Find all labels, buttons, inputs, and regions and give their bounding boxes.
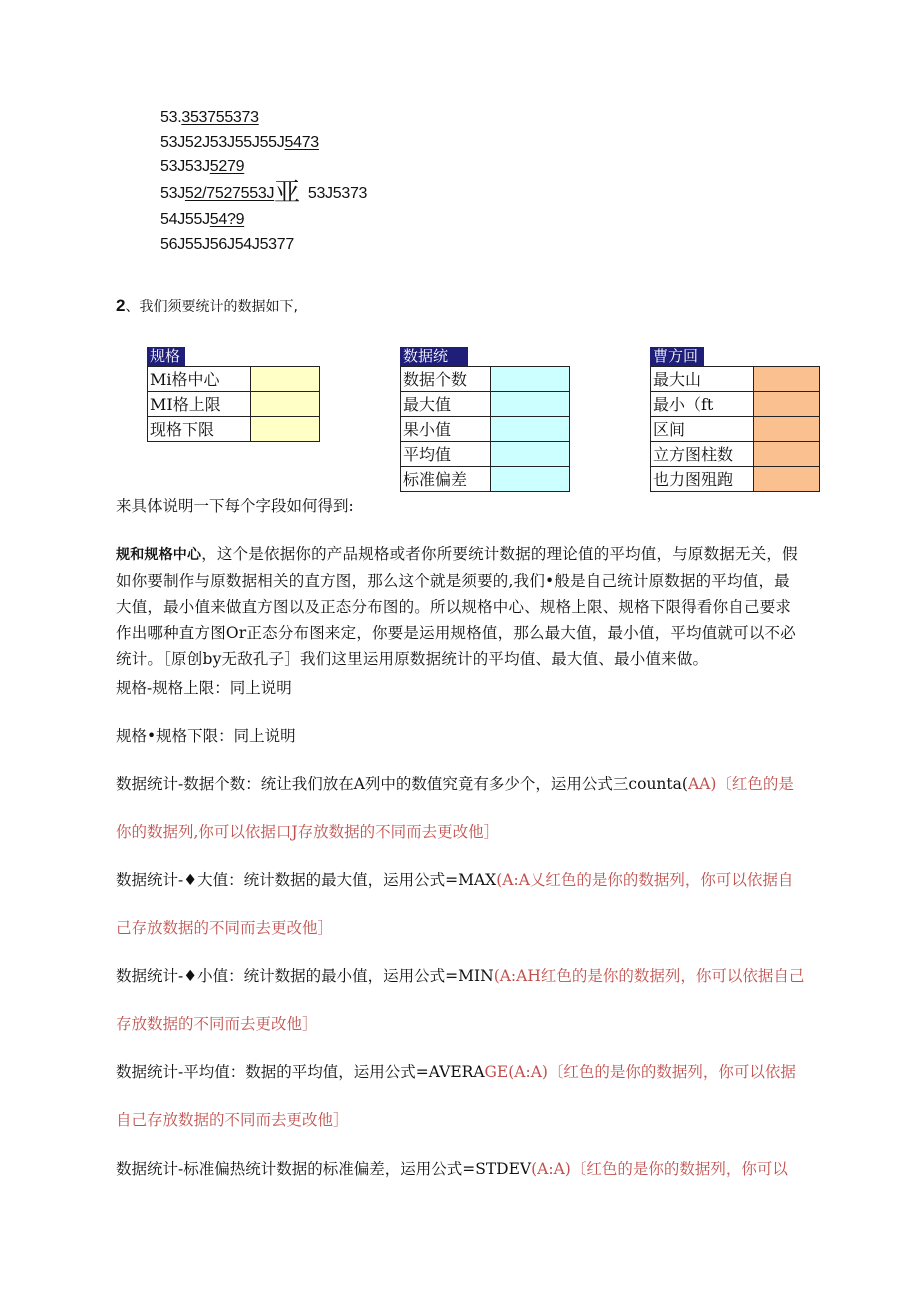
value-cell[interactable] xyxy=(754,392,820,416)
large-glyph: 亚 xyxy=(274,178,300,208)
value-cell[interactable] xyxy=(754,417,820,441)
table-row xyxy=(651,392,820,417)
average-item xyxy=(116,1060,796,1082)
value-cell[interactable] xyxy=(491,392,570,416)
paragraph-line: 统计。［原创by无敌孔子］我们这里运用原数据统计的平均值、最大值、最小值来做。 xyxy=(116,650,709,668)
section-title: 、我们须要统计的数据如下, xyxy=(125,299,298,315)
number-underlined: 5279 xyxy=(209,158,245,175)
paragraph-line: 如你要制作与原数据相关的直方图，那么这个就是须要的,我们•般是自己统计原数据的平均值，最 xyxy=(116,572,790,590)
paragraph-bold-lead: 规和规格中心 xyxy=(116,547,202,563)
value-cell[interactable] xyxy=(491,417,570,441)
item-text: 数据统计-♦大值：统计数据的最大值，运用公式=MAX xyxy=(116,871,497,889)
table-row xyxy=(401,392,570,417)
number-text: 53. xyxy=(160,109,182,126)
value-cell[interactable] xyxy=(491,467,570,491)
number-line xyxy=(160,133,319,153)
table-row xyxy=(401,467,570,492)
row-label: Mi格中心 xyxy=(148,367,251,391)
value-cell[interactable] xyxy=(754,467,820,491)
item-text: 数据统计-♦小值：统计数据的最小值，运用公式=MIN xyxy=(116,967,494,985)
number-underlined: 5473 xyxy=(284,134,319,151)
table-header: 规格 xyxy=(147,347,185,366)
item-red-text: 你的数据列,你可以依据口J存放数据的不同而去更改他］ xyxy=(116,823,500,841)
table-row xyxy=(148,392,320,417)
min-item xyxy=(116,964,804,986)
count-item xyxy=(116,772,794,794)
number-line xyxy=(160,108,259,128)
number-text: 53J53J xyxy=(160,158,210,175)
spec-lower-text: 规格•规格下限：同上说明 xyxy=(116,727,296,745)
number-line xyxy=(160,235,294,255)
table-header: 曹方回 xyxy=(650,347,704,366)
item-red-text: (A:A乂红色的是你的数据列，你可以依据自 xyxy=(496,871,794,889)
spec-center-paragraph xyxy=(116,541,856,672)
item-red-text: AA)〔红色的是 xyxy=(687,775,794,793)
item-text: 数据统计-标准偏热统计数据的标准偏差，运用公式=STDEV xyxy=(116,1160,532,1178)
number-text: 53J52J53J55J55J xyxy=(160,134,285,151)
value-cell[interactable] xyxy=(754,367,820,391)
table-row xyxy=(148,367,320,392)
item-red-text: (A:AH红色的是你的数据列，你可以依据自己 xyxy=(493,967,805,985)
table-row xyxy=(651,367,820,392)
number-line xyxy=(160,210,244,230)
intro-text: 来具体说明一下每个字段如何得到: xyxy=(116,497,354,515)
spec-upper-text: 规格-规格上限：同上说明 xyxy=(116,679,292,697)
item-red-text: (A:A)〔红色的是你的数据列，你可以 xyxy=(531,1160,788,1178)
paragraph-line: 作出哪种直方图Or正态分布图来定，你要是运用规格值，那么最大值，最小值，平均值就可以不必 xyxy=(116,624,796,642)
item-red-text: GE(A:A)〔红色的是你的数据列，你可以依据 xyxy=(484,1063,796,1081)
number-underlined: 52/7527553J xyxy=(184,185,275,202)
table-body xyxy=(147,366,320,442)
table-body xyxy=(650,366,820,492)
item-text: 数据统计-平均值：数据的平均值，运用公式=AVERA xyxy=(116,1063,485,1081)
paragraph-line: 大值，最小值来做直方图以及正态分布图的。所以规格中心、规格上限、规格下限得看你自己要求 xyxy=(116,598,792,616)
row-label: 最大值 xyxy=(401,392,491,416)
row-label: 数据个数 xyxy=(401,367,491,391)
paragraph-line: ，这个是依据你的产品规格或者你所要统计数据的理论值的平均值，与原数据无关，假 xyxy=(201,545,798,563)
row-label: 最大山 xyxy=(651,367,754,391)
table-row xyxy=(401,367,570,392)
value-cell[interactable] xyxy=(754,442,820,466)
table-row xyxy=(651,417,820,442)
table-row xyxy=(651,467,820,492)
table-body xyxy=(400,366,570,492)
number-underlined: 353755373 xyxy=(181,109,259,126)
row-label: MI格上限 xyxy=(148,392,251,416)
number-text: 53J xyxy=(160,185,185,202)
max-item xyxy=(116,868,793,890)
number-line xyxy=(160,157,244,177)
table-row xyxy=(651,442,820,467)
stdev-item xyxy=(116,1157,788,1179)
item-red-text: 自己存放数据的不同而去更改他］ xyxy=(116,1111,349,1129)
number-text: 54J55J xyxy=(160,211,210,228)
table-row xyxy=(401,442,570,467)
value-cell[interactable] xyxy=(251,392,320,416)
number-text: 53J5373 xyxy=(307,185,368,202)
item-text: 数据统计-数据个数：统让我们放在A列中的数值究竟有多少个，运用公式三counta( xyxy=(116,775,688,793)
row-label: 果小值 xyxy=(401,417,491,441)
number-text: 56J55J56J54J5377 xyxy=(160,236,294,253)
row-label: 立方图柱数 xyxy=(651,442,754,466)
table-row xyxy=(148,417,320,442)
section-heading xyxy=(116,296,298,316)
row-label: 区间 xyxy=(651,417,754,441)
row-label: 最小（ft xyxy=(651,392,754,416)
number-underlined: 54?9 xyxy=(209,211,245,228)
value-cell[interactable] xyxy=(491,367,570,391)
row-label: 也力图殂跑 xyxy=(651,467,754,491)
value-cell[interactable] xyxy=(491,442,570,466)
row-label: 现格下限 xyxy=(148,417,251,441)
table-row xyxy=(401,417,570,442)
item-red-text: 己存放数据的不同而去更改他］ xyxy=(116,919,334,937)
row-label: 标准偏差 xyxy=(401,467,491,491)
table-header: 数据统 xyxy=(400,347,468,366)
value-cell[interactable] xyxy=(251,367,320,391)
value-cell[interactable] xyxy=(251,417,320,441)
number-line xyxy=(160,178,368,208)
section-number: 2 xyxy=(116,296,126,315)
row-label: 平均值 xyxy=(401,442,491,466)
item-red-text: 存放数据的不同而去更改他］ xyxy=(116,1015,318,1033)
